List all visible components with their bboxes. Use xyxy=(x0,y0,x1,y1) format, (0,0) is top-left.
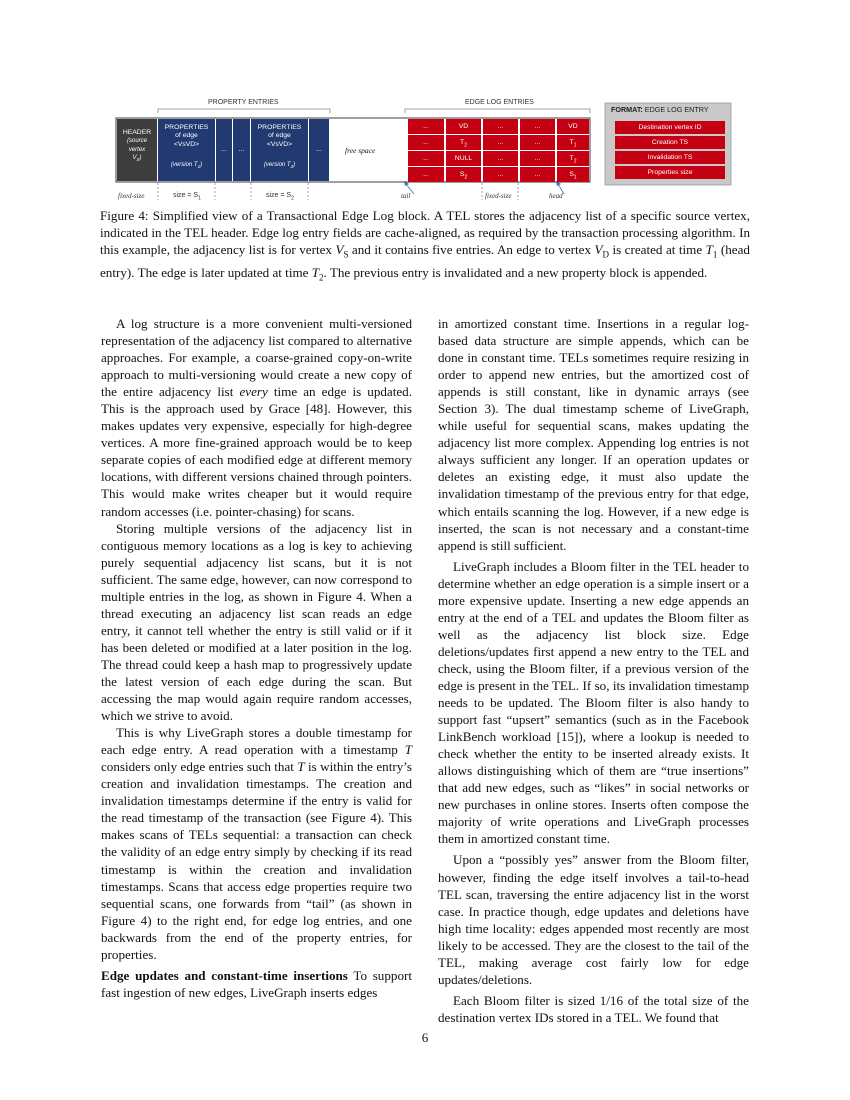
free-space-label: free space xyxy=(345,146,376,155)
left-para-3: This is why LiveGraph stores a double timestamp for each edge entry. A read operation with a timestamp T considers only edge entries such that T is within the entry’s creation and invalidation timestamps. The creation and invalidation timestamps determine if the entry is valid for the read timestamp of the transaction (see Figure 4). This makes scans of TELs sequential: a transaction can check the validity of an edge entry simply by checking if its read timestamp is within the creation and invalidation timestamps. Scans that access edge properties require two sequential scans, one forwards from “tail” (as shown in Figure 4) to the right end, for edge log entries, and one backwards from the end of the property entries, for properties. xyxy=(101,725,412,962)
section-heading-edge-updates: Edge updates and constant-time insertions xyxy=(101,967,348,983)
prop2-line-3: <VsVD> xyxy=(266,140,293,148)
edge-cell: ... xyxy=(520,135,555,150)
edge-cell: ... xyxy=(408,119,444,134)
edge-cell: VD xyxy=(557,119,589,134)
property-block-1 xyxy=(158,119,215,181)
header-line-4: $V_S$) xyxy=(132,154,142,163)
right-column xyxy=(438,315,749,1026)
figure-caption: Figure 4: Simplified view of a Transactional Edge Log block. A TEL stores the adjacency list of a specific source vertex, indicated in the TEL header. Edge log entry fields are cache-aligned, as required by the transaction processing algorithm. In this example, the adjacency list is for vertex $V_S$ and it contains five entries. An edge to vertex $V_D$ is created at time $T_1$ (head entry). The edge is later updated at time $T_2$. The previous entry is invalidated and a new property block is appended. xyxy=(100,208,750,283)
prop2-line-2: of edge xyxy=(268,132,291,140)
prop1-line-1: PROPERTIES xyxy=(164,124,209,131)
property-gap-3: ... xyxy=(309,119,329,181)
property-entries-label: PROPERTY ENTRIES xyxy=(208,99,279,106)
left-para-1: A log structure is a more convenient multi-versioned representation of the adjacency list compared to alternative approaches. For example, a coarse-grained copy-on-write approach to multi-versioning would create a new copy of the entire adjacency list every time an edge is updated. This is the approach used by Grace [48]. However, this makes updates very expensive, especially for high-degree vertices. A more fine-grained approach would be to keep separate copies of each modified edge at different memory locations, with different versions chained through pointers. This would make writes cheaper but it would require random accesses (i.e. pointer-chasing) for scans. xyxy=(101,316,413,519)
edge-cell: $S_2$ xyxy=(446,167,481,182)
edge-cell: $T_2$ xyxy=(446,135,481,150)
edge-cell: ... xyxy=(408,135,444,150)
left-para-4: Edge updates and constant-time insertions To support fast ingestion of new edges, LiveGraph inserts edges xyxy=(101,967,412,1000)
size-s2-label: size = $S_2$ xyxy=(266,192,294,202)
edge-cell: ... xyxy=(408,167,444,182)
edge-cell: ... xyxy=(483,151,518,166)
edge-cell: ... xyxy=(520,119,555,134)
edge-cell: ... xyxy=(520,167,555,182)
property-gap-2: ... xyxy=(233,119,250,181)
format-box-title: FORMAT: EDGE LOG ENTRY xyxy=(611,105,709,114)
prop1-version: (version $T_1$) xyxy=(170,161,203,170)
edge-cell: $T_2$ xyxy=(557,151,589,166)
prop2-line-1: PROPERTIES xyxy=(257,124,302,131)
edge-cell: ... xyxy=(483,119,518,134)
tail-label: tail xyxy=(401,192,411,200)
prop1-line-2: of edge xyxy=(175,132,198,140)
size-s1-label: size = $S_1$ xyxy=(173,192,201,202)
format-row-creation-ts: Creation TS xyxy=(615,136,725,149)
header-line-2: (source xyxy=(126,138,147,145)
property-block-2 xyxy=(251,119,308,181)
prop2-version: (version $T_2$) xyxy=(263,161,296,170)
edge-cell: ... xyxy=(483,167,518,182)
format-row-invalidation-ts: Invalidation TS xyxy=(615,151,725,164)
tel-header-block xyxy=(117,119,157,181)
edge-log-entries-label: EDGE LOG ENTRIES xyxy=(465,99,534,106)
edge-cell: $T_1$ xyxy=(557,135,589,150)
edge-cell: ... xyxy=(408,151,444,166)
format-row-destination: Destination vertex ID xyxy=(615,121,725,134)
right-para-1: in amortized constant time. Insertions in a regular log-based data structure are simple appends, which can be done in constant time. TELs sometimes require resizing in order to append new entries, but the amortized cost of appends is still constant, like in dynamic arrays (see Section 3). The dual timestamp scheme of LiveGraph, while useful for sequential scans, makes updating the adjacency list more complex. Appending log entries is not always sufficient any longer. If an operation updates or deletes an existing edge, it must also update the invalidation timestamp of the previous entry for that edge, which entails scanning the log. However, if a new edge is inserted, the scan is not necessary and a constant-time append is still sufficient. xyxy=(438,316,749,553)
fixed-size-label-2: fixed-size xyxy=(485,192,512,200)
header-line-3: vertex xyxy=(128,146,146,153)
edge-cell: ... xyxy=(520,151,555,166)
format-row-properties-size: Properties size xyxy=(615,166,725,179)
header-line-1: HEADER xyxy=(122,129,152,136)
edge-cell: NULL xyxy=(446,151,481,166)
figure-4 xyxy=(0,0,850,205)
right-para-2: LiveGraph includes a Bloom filter in the TEL header to determine whether an edge operation is a simple insert or a more expensive update. Inserting a new edge appends an entry at the end of a TEL and updates the Bloom filter as well as the adjacency list block size. Edge deletions/updates first append a new entry to the TEL and check, using the Bloom filter, if a previous version of the edge is present in the TEL. If so, its invalidation timestamp needs to be updated. The Bloom filter is also handy to support fast “upsert” semantics (such as in the Facebook LinkBench workload [15]), where a lookup is needed to check whether the entity to be inserted already exists. It allows distinguishing which of them are “true insertions” that add new edges, such as “likes” in social networks or new purchases in online stores. Inserts often compose the majority of write operations and LiveGraph processes them in amortized constant time. xyxy=(438,558,749,847)
prop1-line-3: <VsVD> xyxy=(173,140,200,148)
edge-cell: $S_1$ xyxy=(557,167,589,182)
fixed-size-label-1: fixed-size xyxy=(118,192,145,200)
property-gap-1: ... xyxy=(216,119,232,181)
head-label: head xyxy=(549,192,563,200)
left-column xyxy=(101,315,412,1001)
left-para-2: Storing multiple versions of the adjacency list in contiguous memory locations as a log is key to achieving purely sequential adjacency list scans, but it is not sufficient. The same edge, however, can now correspond to multiple entries in the log, as shown in Figure 4. When a thread executing an adjacency list scan reads an edge entry, it cannot tell whether the entry is still valid or if it has been deleted or modified at a later position in the log. The thread could keep a hash map to progressively update the latest version of each edge during the scan. But accessing the map would again require random accesses, which we strive to avoid. xyxy=(101,520,412,724)
right-para-3: Upon a “possibly yes” answer from the Bloom filter, however, finding the edge itself involves a tail-to-head TEL scan, traversing the entire adjacency list in the worst case. In practice though, edge updates and deletions have high time locality: edges appended most recently are most likely to be accessed. They are the closest to the tail of the TEL, making average cost fairly low for edge updates/deletions. xyxy=(438,852,749,987)
page-number: 6 xyxy=(421,1030,429,1045)
edge-cell: ... xyxy=(483,135,518,150)
edge-cell: VD xyxy=(446,119,481,134)
right-para-4: Each Bloom filter is sized 1/16 of the total size of the destination vertex IDs stored in a TEL. We found that xyxy=(438,992,749,1025)
